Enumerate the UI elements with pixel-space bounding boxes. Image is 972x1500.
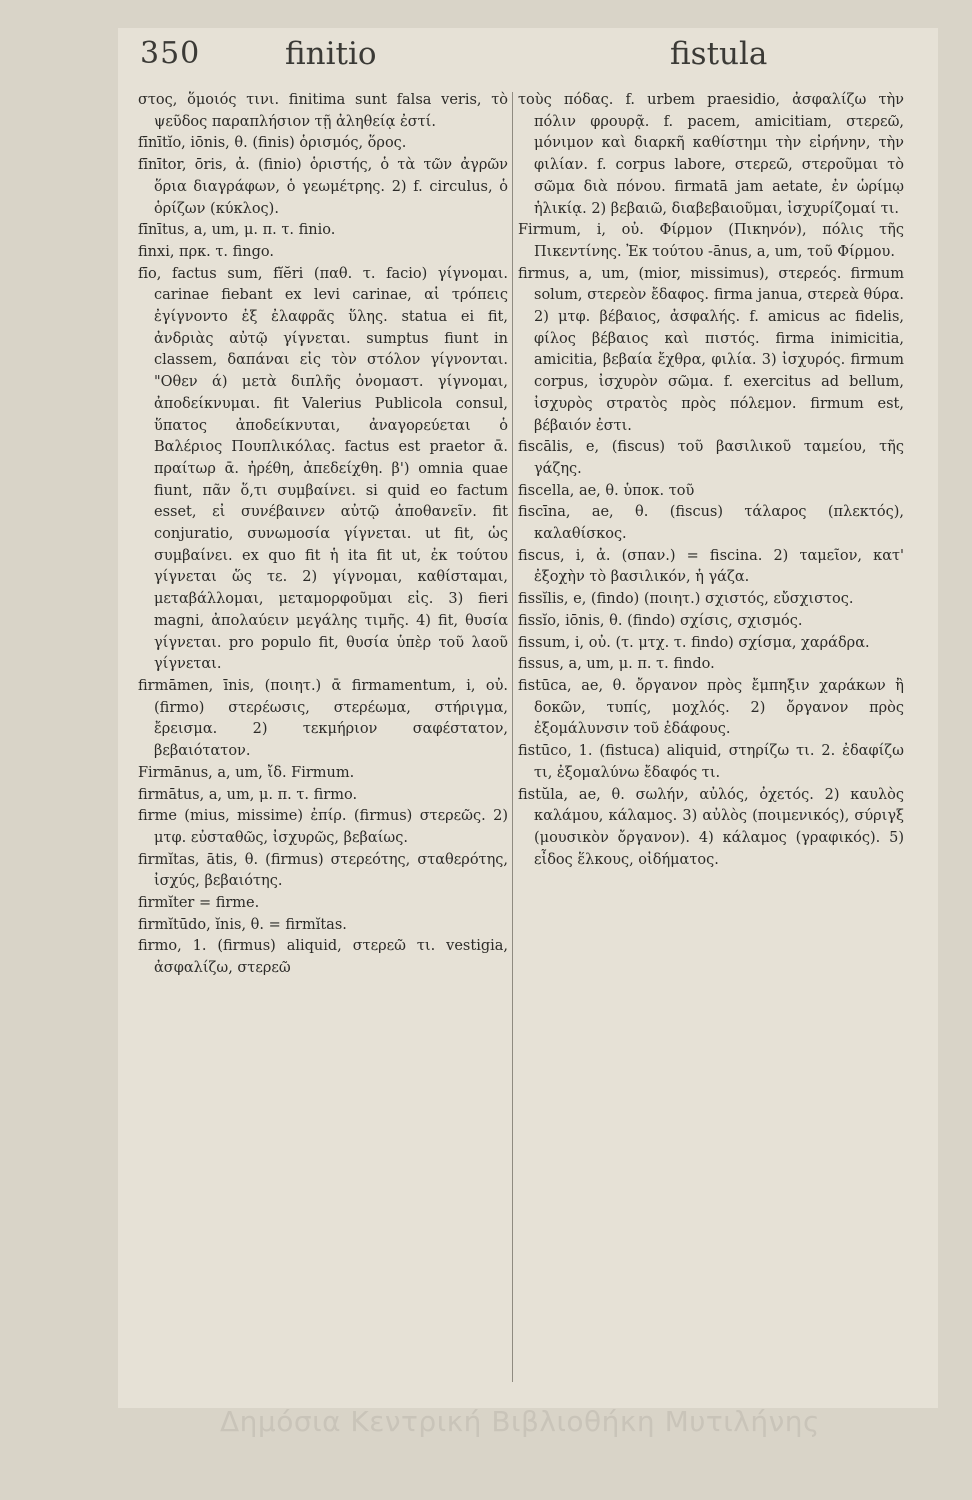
running-header	[140, 36, 920, 80]
entry: fīnītus, a, um, μ. π. τ. finio.	[138, 222, 336, 239]
entry: στος, ὅμοιός τινι. finitima sunt falsa veris, τὸ ψεῦδος παραπλήσιον τῇ ἀληθείᾳ ἐστί.	[138, 92, 508, 130]
entry: firmo, 1. (firmus) aliquid, στερεῶ τι. vestigia, ἀσφαλίζω, στερεῶ	[138, 938, 508, 977]
entry: fistūca, ae, θ. ὄργανον πρὸς ἔμπηξιν χαράκων ἢ δοκῶν, τυπίς, μοχλός. 2) ὄργανον πρὸς ἐξομάλυνσιν τοῦ ἐδάφους.	[518, 677, 904, 738]
entry: Firmum, i, οὐ. Φίρμον (Πικηνόν), πόλις τῆς Πικεντίνης. Ἐκ τούτου -ānus, a, um, τοῦ Φίρμου.	[518, 222, 904, 260]
column-divider	[512, 92, 513, 1382]
entry: fissĭlis, e, (findo) (ποιητ.) σχιστός, εὔσχιστος.	[518, 591, 854, 608]
entry: finxi, πρκ. τ. fingo.	[138, 243, 274, 260]
right-guide-word: fistula	[670, 36, 768, 72]
entry: τοὺς πόδας. f. urbem praesidio, ἀσφαλίζω τὴν πόλιν φρουρᾷ. f. pacem, amicitiam, στερεῶ, μόνιμον καὶ διαρκῆ καθίστημι τὴν εἰρήνην, τὴν φιλίαν. f. corpus labore, στερεῶ, στεροῦμαι τὸ σῶμα διὰ πόνου. firmatā jam aetate, ἐν ὡρίμῳ ἡλικίᾳ. 2) βεβαιῶ, διαβεβαιοῦμαι, ἰσχυρίζομαί τι.	[518, 92, 904, 217]
entry: firmātus, a, um, μ. π. τ. firmo.	[138, 786, 358, 803]
right-column	[518, 90, 904, 1410]
entry: fiscīna, ae, θ. (fiscus) τάλαρος (πλεκτός), καλαθίσκος.	[518, 504, 904, 543]
entry: fīnītĭo, iōnis, θ. (finis) ὁρισμός, ὅρος.	[138, 135, 407, 152]
entry: fiscālis, e, (fiscus) τοῦ βασιλικοῦ ταμείου, τῆς γάζης.	[518, 439, 904, 477]
page-number: 350	[140, 36, 201, 71]
entry: firmĭter = firme.	[138, 895, 260, 912]
entry: fiscus, i, ἀ. (σπαν.) = fiscina. 2) ταμεῖον, κατ' ἐξοχὴν τὸ βασιλικόν, ἡ γάζα.	[518, 547, 904, 586]
entry: fīo, factus sum, fĭĕri (παθ. τ. facio) γίγνομαι. carinae fiebant ex levi carinae, αἱ τρόπεις ἐγίγνοντο ἐξ ἐλαφρᾶς ὕλης. statua ei fit, ἀνδριὰς αὐτῷ γίγνεται. sumptus fiunt in classem, δαπάναι εἰς τὸν στόλον γίγνονται. "Οθεν ά) μετὰ διπλῆς ὀνομαστ. γίγνομαι, ἀποδείκνυμαι. fit Valerius Publicola consul, ὕπατος ἀποδείκνυται, ἀναγορεύεται ὁ Βαλέριος Πουπλικόλας. factus est praetor ᾱ. πραίτωρ ᾱ. ἠρέθη, ἀπεδείχθη. β') omnia quae fiunt, πᾶν ὅ,τι συμβαίνει. si quid eo factum esset, εἰ συνέβαινεν αὐτῷ ἀποθανεῖν. fit conjuratio, συνωμοσία γίγνεται. ut fit, ὡς συμβαίνει. ex quo fit ἡ ita fit ut, ἐκ τούτου γίγνεται ὥς τε. 2) γίγνομαι, καθίσταμαι, μεταβάλλομαι, μεταμορφοῦμαι εἰς. 3) fieri magni, ἀπολαύειν μεγάλης τιμῆς. 4) fit, θυσία γίγνεται. pro populo fit, θυσία ὑπὲρ τοῦ λαοῦ γίγνεται.	[138, 265, 508, 673]
entry: fistūco, 1. (fistuca) aliquid, στηρίζω τι. 2. ἐδαφίζω τι, ἐξομαλύνω ἔδαφός τι.	[518, 743, 904, 781]
entry: fiscella, ae, θ. ὑποκ. τοῦ	[518, 482, 695, 499]
entry: firmĭtūdo, ĭnis, θ. = firmĭtas.	[138, 916, 347, 933]
entry: firmus, a, um, (mior, missimus), στερεός. firmum solum, στερεὸν ἔδαφος. firma janua, στερεὰ θύρα. 2) μτφ. βέβαιος, ἀσφαλής. f. amicus ac fidelis, φίλος βέβαιος καὶ πιστός. firma inimicitia, amicitia, βεβαία ἔχθρα, φιλία. 3) ἰσχυρός. firmum corpus, ἰσχυρὸν σῶμα. f. exercitus ad bellum, ἰσχυρὸς στρατὸς πρὸς πόλεμον. firmum est, βέβαιόν ἐστι.	[518, 265, 904, 434]
entry: firme (mius, missime) ἐπίρ. (firmus) στερεῶς. 2) μτφ. εὐσταθῶς, ἰσχυρῶς, βεβαίως.	[138, 808, 508, 846]
entry: firmāmen, īnis, (ποιητ.) ᾱ firmamentum, i, οὐ. (firmo) στερέωσις, στερέωμα, στήριγμα, ἔρεισμα. 2) τεκμήριον σαφέστατον, βεβαιότατον.	[138, 677, 508, 760]
entry: fissum, i, οὐ. (τ. μτχ. τ. findo) σχίσμα, χαράδρα.	[518, 634, 870, 651]
left-column	[138, 90, 508, 1410]
library-watermark: Δημόσια Κεντρική Βιβλιοθήκη Μυτιλήνης	[220, 1405, 820, 1438]
entry: fīnītor, ōris, ἀ. (finio) ὁριστής, ὁ τὰ τῶν ἀγρῶν ὅρια διαγράφων, ὁ γεωμέτρης. 2) f. circulus, ὁ ὁρίζων (κύκλος).	[138, 157, 508, 217]
entry: firmĭtas, ātis, θ. (firmus) στερεότης, σταθερότης, ἰσχύς, βεβαιότης.	[138, 851, 508, 890]
entry: fissĭo, iōnis, θ. (findo) σχίσις, σχισμός.	[518, 612, 803, 629]
left-guide-word: finitio	[285, 36, 377, 72]
entry: fistŭla, ae, θ. σωλήν, αὐλός, ὀχετός. 2) καυλὸς καλάμου, κάλαμος. 3) αὐλὸς (ποιμενικός), σύριγξ (μουσικὸν ὄργανον). 4) κάλαμος (γραφικός). 5) εἶδος ἕλκους, οἰδήματος.	[518, 786, 904, 868]
entry: Firmānus, a, um, ἴδ. Firmum.	[138, 764, 355, 781]
entry: fissus, a, um, μ. π. τ. findo.	[518, 656, 715, 673]
